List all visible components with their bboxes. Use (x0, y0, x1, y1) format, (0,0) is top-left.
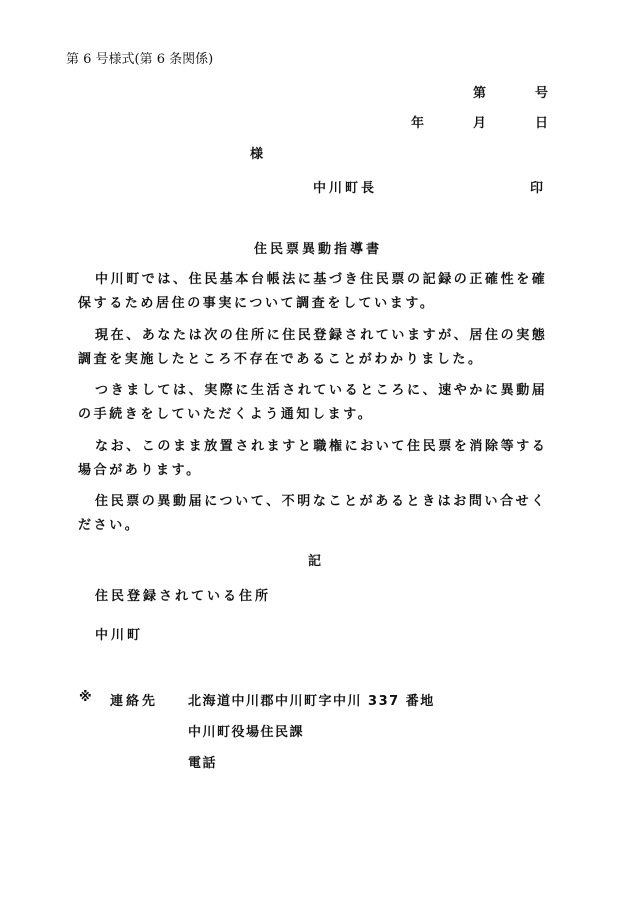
paragraph-4-line-2: 場合があります。 (78, 463, 202, 478)
paragraph-5 (78, 490, 548, 538)
paragraph-1 (78, 268, 548, 316)
seal-mark: 印 (530, 181, 544, 196)
note-mark: ※ (79, 690, 92, 705)
paragraph-2-line-1: 現在、あなたは次の住所に住民登録されていますが、居住の実態 (95, 328, 548, 343)
form-number: 第 6 号様式(第 6 条関係) (66, 52, 214, 67)
registered-address-value: 中川町 (95, 628, 144, 643)
doc-number-dai: 第 (473, 86, 487, 101)
paragraph-4 (78, 435, 548, 483)
paragraph-1-line-1: 中川町では、住民基本台帳法に基づき住民票の記録の正確性を確 (95, 272, 548, 287)
date-day: 日 (535, 116, 549, 131)
paragraph-3-line-1: つきましては、実際に生活されているところに、速やかに異動届 (95, 383, 548, 398)
contact-address: 北海道中川郡中川町字中川 337 番地 (188, 694, 435, 709)
paragraph-2-line-2: 調査を実施したところ不存在であることがわかりました。 (78, 352, 484, 367)
paragraph-3-line-2: の手続きをしていただくよう通知します。 (78, 407, 374, 422)
document-title: 住民票異動指導書 (254, 242, 383, 257)
addressee-suffix: 様 (250, 147, 264, 162)
paragraph-2 (78, 324, 548, 372)
ki-heading: 記 (308, 554, 322, 569)
date-year: 年 (411, 116, 425, 131)
contact-label: 連絡先 (110, 694, 159, 709)
paragraph-5-line-2: ださい。 (78, 518, 141, 533)
registered-address-label: 住民登録されている住所 (95, 589, 272, 604)
contact-phone-label: 電話 (188, 756, 218, 771)
paragraph-5-line-1: 住民票の異動届について、不明なことがあるときはお問い合せく (95, 494, 547, 509)
doc-number-go: 号 (535, 86, 549, 101)
paragraph-4-line-1: なお、このまま放置されますと職権において住民票を消除等する (95, 439, 548, 454)
issuer-name: 中川町長 (313, 181, 378, 196)
date-month: 月 (473, 116, 487, 131)
paragraph-1-line-2: 保するため居住の事実について調査をしています。 (78, 296, 436, 311)
paragraph-3 (78, 379, 548, 427)
contact-office: 中川町役場住民課 (188, 725, 305, 740)
